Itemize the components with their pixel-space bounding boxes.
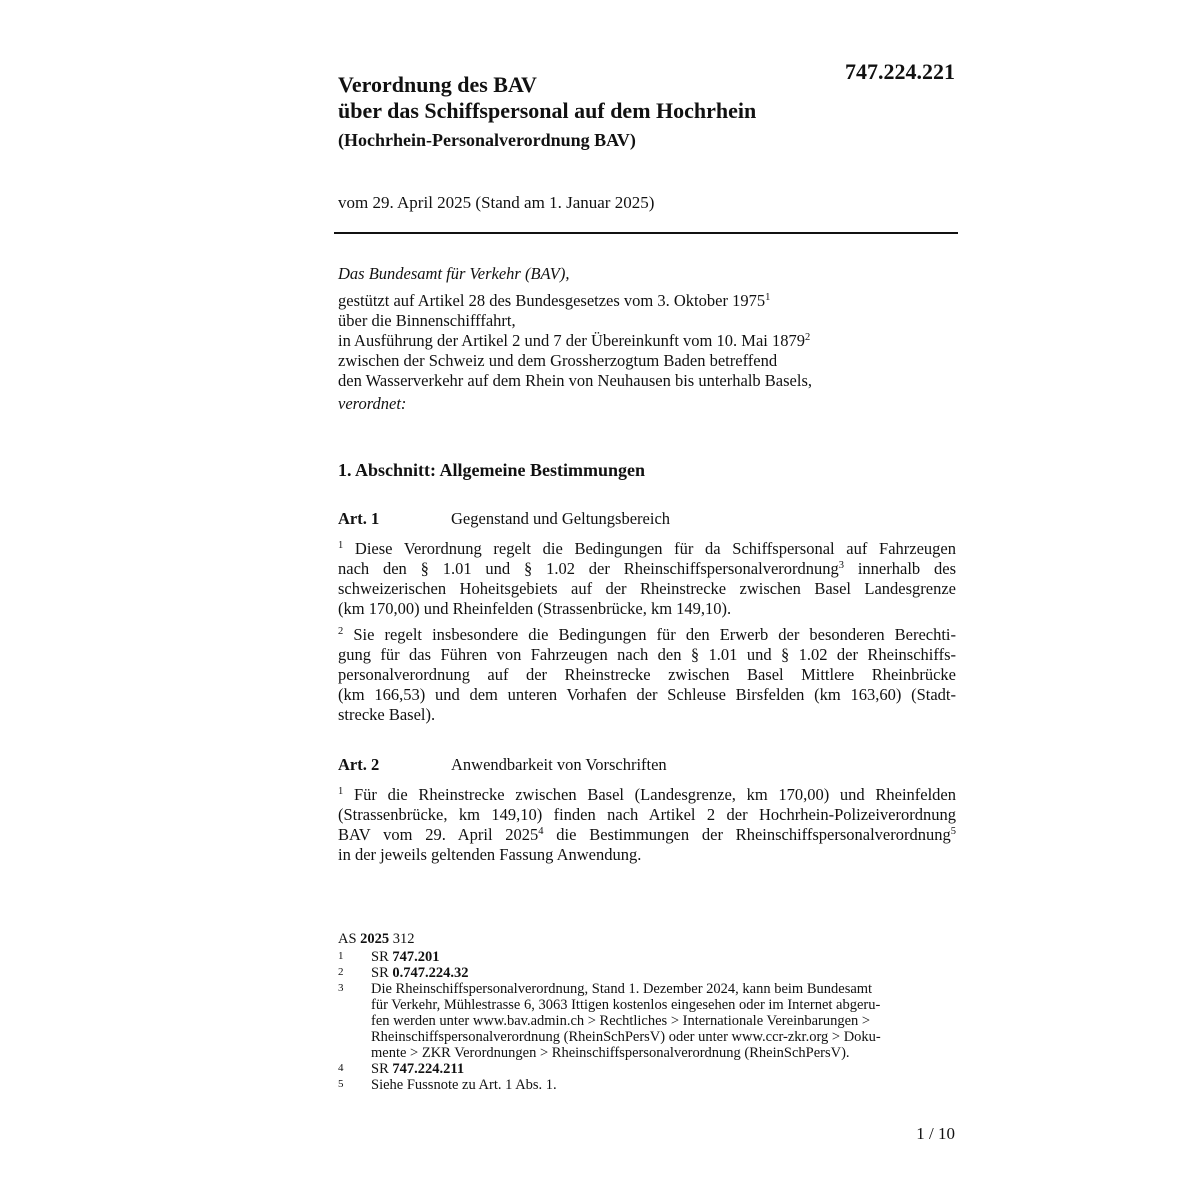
line-text: BAV vom 29. April 2025 [338,825,539,844]
paragraph-number: 2 [338,626,344,637]
paragraph-line [338,825,956,845]
article-heading [338,755,956,777]
paragraph-line [338,785,956,805]
preamble [338,264,958,414]
paragraph [338,539,956,619]
line-text: schweizerischen Hoheitsgebiets auf der Rheinstrecke zwischen Basel Landesgrenze [338,579,956,598]
line-text: die Bestimmungen der Rheinschiffspersonalverordnung [543,825,951,844]
paragraph-line [338,579,956,599]
issuing-authority: Das Bundesamt für Verkehr (BAV), [338,264,570,283]
as-prefix: AS [338,931,357,947]
page-number: 1 / 10 [916,1124,955,1143]
preamble-line [338,331,958,351]
footnote-text [371,1061,464,1077]
footnote-line: Die Rheinschiffspersonalverordnung, Stand 1. Dezember 2024, kann beim Bundesamt [371,981,873,997]
title-divider [334,232,958,234]
footnote [338,965,958,981]
preamble-line [338,291,958,311]
paragraph-line [338,845,956,865]
paragraph-line [338,705,956,725]
sr-reference[interactable]: 747.201 [392,949,440,965]
footnote-line: Rheinschiffspersonalverordnung (RheinSchPersV) oder unter www.ccr-zkr.org > Doku- [371,1029,881,1045]
title-line: Verordnung des BAV [338,72,537,97]
preamble-line-text: den Wasserverkehr auf dem Rhein von Neuhausen bis unterhalb Basels, [338,371,812,390]
article-2 [338,755,956,871]
paragraph-line [338,665,956,685]
paragraph [338,785,956,865]
article-1 [338,509,956,731]
line-text: in der jeweils geltenden Fassung Anwendung. [338,845,642,864]
line-text: strecke Basel). [338,705,436,724]
preamble-line-text: in Ausführung der Artikel 2 und 7 der Übereinkunft vom 10. Mai 1879 [338,331,805,350]
line-text: Sie regelt insbesondere die Bedingungen für den Erwerb der besonderen Berechti- [353,625,957,644]
line-text: Für die Rheinstrecke zwischen Basel (Landesgrenze, km 170,00) und Rheinfelden [353,785,957,804]
line-text: Diese Verordnung regelt die Bedingungen für da Schiffspersonal auf Fahrzeugen [354,539,956,558]
article-title: Anwendbarkeit von Vorschriften [451,755,667,774]
as-page: 312 [392,931,415,947]
date-line: vom 29. April 2025 (Stand am 1. Januar 2025) [338,193,655,212]
footnote-ref[interactable]: 2 [804,332,811,343]
footnote-line [371,1061,464,1077]
sr-reference[interactable]: 0.747.224.32 [392,965,469,981]
title-line: über das Schiffspersonal auf dem Hochrhein [338,98,757,123]
line-text: gung für das Führen von Fahrzeugen nach den § 1.01 und § 1.02 der Rheinschiffs- [338,645,956,664]
preamble-line-text: gestützt auf Artikel 28 des Bundesgesetzes vom 3. Oktober 1975 [338,291,766,310]
footnote-ref[interactable]: 5 [950,826,956,837]
paragraph-line [338,539,956,559]
preamble-line [338,371,958,391]
footnote-number: 1 [338,950,344,962]
footnote-number: 2 [338,966,344,978]
sr-reference[interactable]: 747.224.211 [392,1061,465,1077]
article-number: Art. 1 [338,509,380,528]
paragraph-number: 1 [338,540,344,551]
paragraph-line [338,805,956,825]
line-text: nach den § 1.01 und § 1.02 der Rheinschiffspersonalverordnung [338,559,839,578]
line-text: (km 166,53) und dem unteren Vorhafen der Schleuse Birsfelden (km 163,60) (Stadt- [338,685,956,704]
paragraph-number: 1 [338,786,344,797]
footnote-line: für Verkehr, Mühlestrasse 6, 3063 Ittigen kostenlos eingesehen oder im Internet abgeru- [371,997,881,1013]
footnote-line: Siehe Fussnote zu Art. 1 Abs. 1. [371,1077,557,1093]
article-number: Art. 2 [338,755,380,774]
footnote-line-pre: SR [371,1061,393,1077]
preamble-line-text: über die Binnenschifffahrt, [338,311,516,330]
footnote [338,981,958,1061]
footnote-number: 3 [338,982,344,994]
line-text: personalverordnung auf der Rheinstrecke zwischen Basel Mittlere Rheinbrücke [338,665,956,684]
line-text: (Strassenbrücke, km 149,10) finden nach Artikel 2 der Hochrhein-Polizeiverordnung [338,805,956,824]
footnote-text [371,965,469,981]
short-title: (Hochrhein-Personalverordnung BAV) [338,130,636,150]
section-heading: 1. Abschnitt: Allgemeine Bestimmungen [338,460,646,480]
line-text: (km 170,00) und Rheinfelden (Strassenbrücke, km 149,10). [338,599,732,618]
preamble-line [338,311,958,331]
line-text: innerhalb des [844,559,956,578]
footnote [338,1061,958,1077]
sr-number: 747.224.221 [845,59,955,84]
article-heading [338,509,956,531]
as-year: 2025 [360,931,390,947]
footnote-text [371,981,881,1061]
preamble-line-text: zwischen der Schweiz und dem Grossherzogtum Baden betreffend [338,351,778,370]
footnote-ref[interactable]: 3 [838,560,845,571]
footnote-line: fen werden unter www.bav.admin.ch > Rechtliches > Internationale Vereinbarungen > [371,1013,871,1029]
enacting-formula: verordnet: [338,394,407,413]
footnote-line-pre: SR [371,949,393,965]
footnote-line [371,965,469,981]
footnote-line [371,949,440,965]
footnote [338,949,958,965]
paragraph-line [338,599,956,619]
paragraph-line [338,625,956,645]
paragraph-line [338,685,956,705]
footnote-ref[interactable]: 4 [538,826,544,837]
footnote-ref[interactable]: 1 [765,292,771,303]
paragraph-line [338,645,956,665]
paragraph [338,625,956,725]
footnote-number: 4 [338,1062,344,1074]
footnote [338,1077,958,1093]
footnote-text [371,1077,557,1093]
footnote-line: mente > ZKR Verordnungen > Rheinschiffspersonalverordnung (RheinSchPersV). [371,1045,850,1061]
document-title [338,72,756,124]
footnote-number: 5 [338,1078,344,1090]
as-reference [338,931,958,947]
preamble-line [338,351,958,371]
footnotes [338,931,958,1093]
paragraph-line [338,559,956,579]
footnote-line-pre: SR [371,965,393,981]
article-title: Gegenstand und Geltungsbereich [451,509,671,528]
footnote-text [371,949,440,965]
